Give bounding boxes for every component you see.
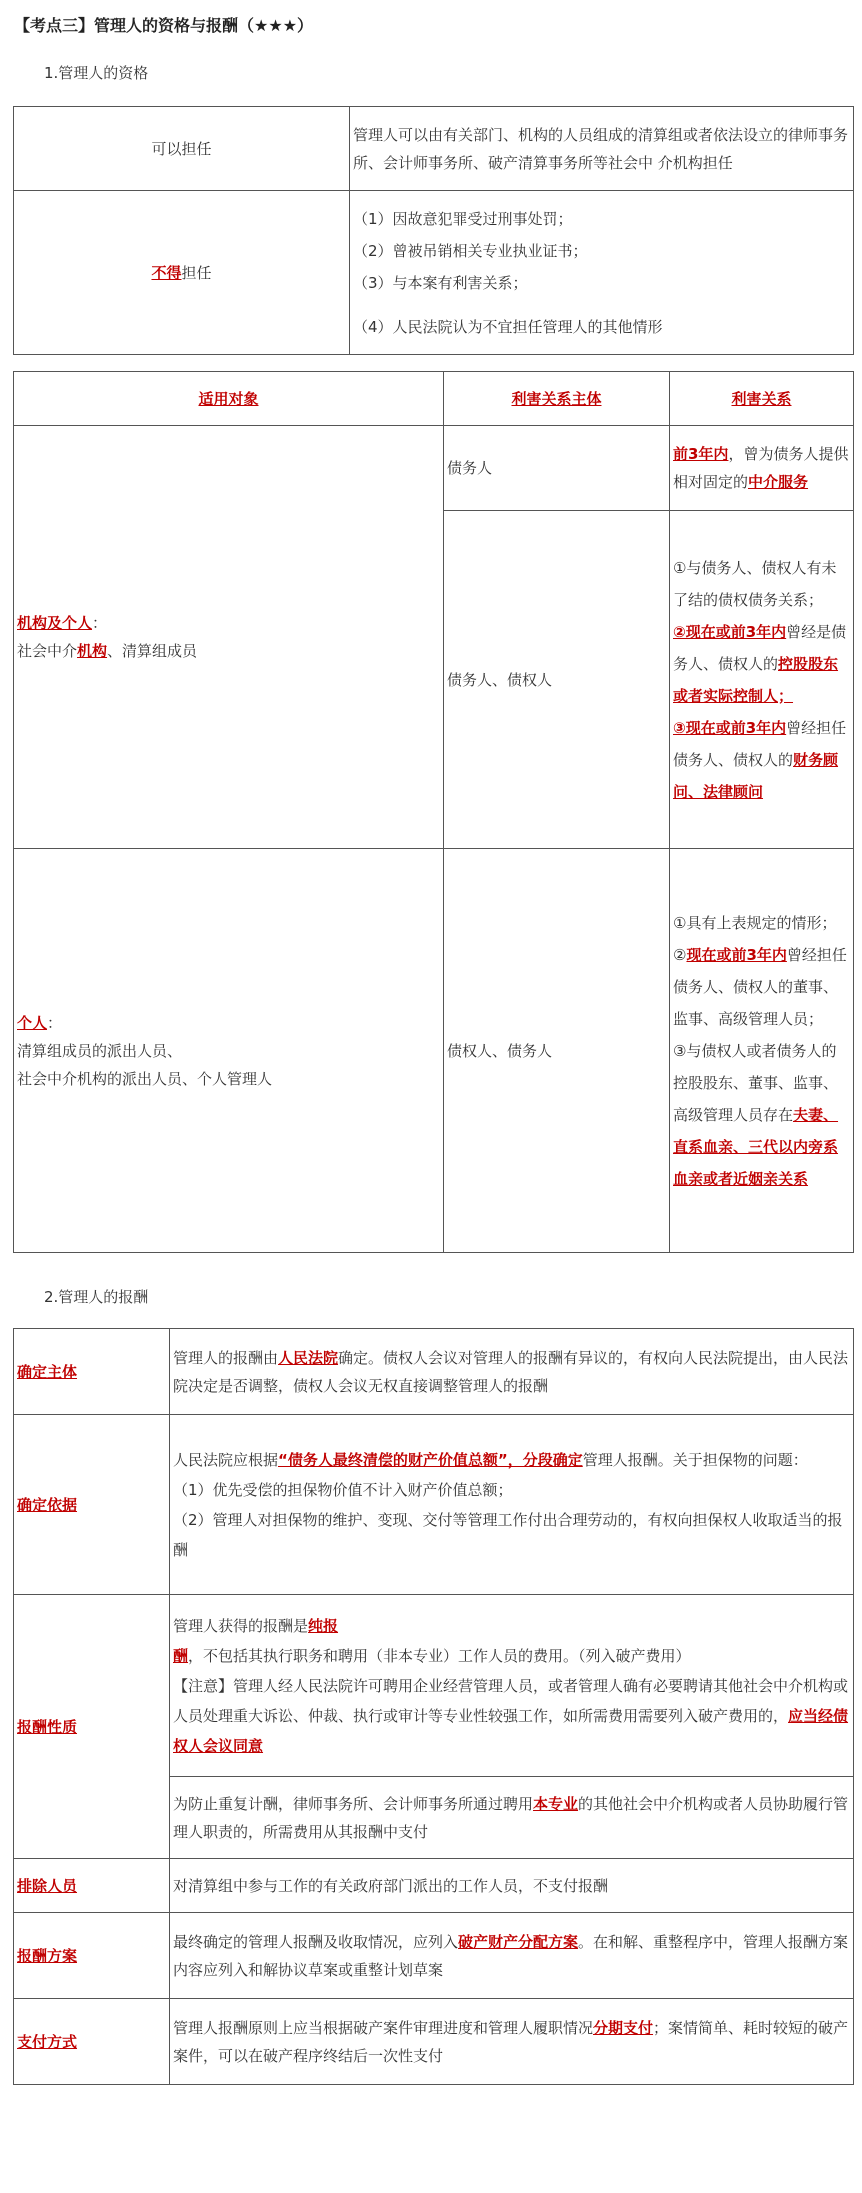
cannot-serve-list (350, 191, 854, 355)
pay-label-excluded: 排除人员 (14, 1859, 170, 1913)
cannot-item: （2）曾被吊销相关专业执业证书； (353, 241, 588, 260)
table-row (14, 1595, 854, 1777)
pay-nature-text: 管理人获得的报酬是纯报酬，不包括其执行职务和聘用（非本专业）工作人员的费用。（列入破产费用） 【注意】管理人经人民法院许可聘用企业经营管理人员，或者管理人确有必要聘请其他社会中介机构或人员处理重大诉讼、仲裁、执行或审计等专业性较强工作，如所需费用需要列入破产费用的，应当经债权人会议同意 (170, 1595, 854, 1777)
pay-label-nature: 报酬性质 (14, 1595, 170, 1859)
cannot-item: （1）因故意犯罪受过刑事处罚； (353, 209, 573, 228)
header-interest-relation: 利害关系 (670, 372, 854, 426)
relation-individual: ①具有上表规定的情形； ②现在或前3年内曾经担任债务人、债权人的董事、监事、高级管理人员； ③与债权人或者债务人的控股股东、董事、监事、高级管理人员存在夫妻、直系血亲、三代以内旁系血亲或者近姻亲关系 (670, 849, 854, 1253)
subject-creditor-debtor: 债权人、债务人 (444, 849, 670, 1253)
table-row (14, 1415, 854, 1595)
table-row (14, 1859, 854, 1913)
cannot-label-rest: 担任 (181, 263, 212, 282)
relation-debtor-creditor: ①与债务人、债权人有未了结的债权债务关系； ②现在或前3年内曾经是债务人、债权人的控股股东或者实际控制人； ③现在或前3年内曾经担任债务人、债权人的财务顾问、法律顾问 (670, 511, 854, 849)
table-row (14, 107, 854, 191)
pay-basis-text: 人民法院应根据“债务人最终清偿的财产价值总额”，分段确定管理人报酬。关于担保物的问题： （1）优先受偿的担保物价值不计入财产价值总额； （2）管理人对担保物的维护、变现、交付等管理工作付出合理劳动的，有权向担保权人收取适当的报酬 (170, 1415, 854, 1595)
section-heading-remuneration: 2.管理人的报酬 (44, 1288, 149, 1306)
pay-method-text: 管理人报酬原则上应当根据破产案件审理进度和管理人履职情况分期支付；案情简单、耗时较短的破产案件，可以在破产程序终结后一次性支付 (170, 1999, 854, 2085)
pay-nature-extra: 为防止重复计酬，律师事务所、会计师事务所通过聘用本专业的其他社会中介机构或者人员协助履行管理人职责的，所需费用从其报酬中支付 (170, 1777, 854, 1859)
pay-label-subject: 确定主体 (14, 1329, 170, 1415)
cannot-keyword: 不得 (151, 263, 182, 282)
org-keyword: 机构 (77, 642, 108, 660)
pay-subject-text: 管理人的报酬由人民法院确定。债权人会议对管理人的报酬有异议的，有权向人民法院提出，由人民法院决定是否调整，债权人会议无权直接调整管理人的报酬 (170, 1329, 854, 1415)
cannot-serve-label (14, 191, 350, 355)
pay-plan-text: 最终确定的管理人报酬及收取情况，应列入破产财产分配方案。在和解、重整程序中，管理人报酬方案内容应列入和解协议草案或重整计划草案 (170, 1913, 854, 1999)
table-row (14, 426, 854, 511)
pay-label-plan: 报酬方案 (14, 1913, 170, 1999)
table-row (14, 849, 854, 1253)
relation-debtor: 前3年内，曾为债务人提供相对固定的中介服务 (670, 426, 854, 511)
table-row (14, 191, 854, 355)
pay-label-method: 支付方式 (14, 1999, 170, 2085)
header-applicable-object: 适用对象 (14, 372, 444, 426)
table-header-row (14, 372, 854, 426)
cannot-item: （3）与本案有利害关系； (353, 273, 528, 292)
org-and-individual-cell: 机构及个人： 社会中介机构、清算组成员 (14, 426, 444, 849)
remuneration-table (13, 1328, 854, 2085)
org-and-individual-label: 机构及个人 (17, 614, 93, 632)
header-interest-subject: 利害关系主体 (444, 372, 670, 426)
pay-label-basis: 确定依据 (14, 1415, 170, 1595)
pay-excluded-text: 对清算组中参与工作的有关政府部门派出的工作人员，不支付报酬 (170, 1859, 854, 1913)
page-title: 【考点三】管理人的资格与报酬（★★★） (14, 16, 314, 35)
individual-label: 个人 (17, 1013, 48, 1032)
qualification-table (13, 106, 854, 355)
subject-debtor-creditor: 债务人、债权人 (444, 511, 670, 849)
table-row (14, 1999, 854, 2085)
can-serve-label: 可以担任 (14, 107, 350, 191)
section-heading-qualification: 1.管理人的资格 (44, 64, 149, 82)
can-serve-text: 管理人可以由有关部门、机构的人员组成的清算组或者依法设立的律师事务所、会计师事务所、破产清算事务所等社会中 介机构担任 (350, 107, 854, 191)
cannot-item: （4）人民法院认为不宜担任管理人的其他情形 (353, 317, 663, 336)
interest-relation-table (13, 371, 854, 1253)
subject-debtor: 债务人 (444, 426, 670, 511)
individual-cell: 个人： 清算组成员的派出人员、 社会中介机构的派出人员、个人管理人 (14, 849, 444, 1253)
table-row (14, 1913, 854, 1999)
table-row (14, 1329, 854, 1415)
